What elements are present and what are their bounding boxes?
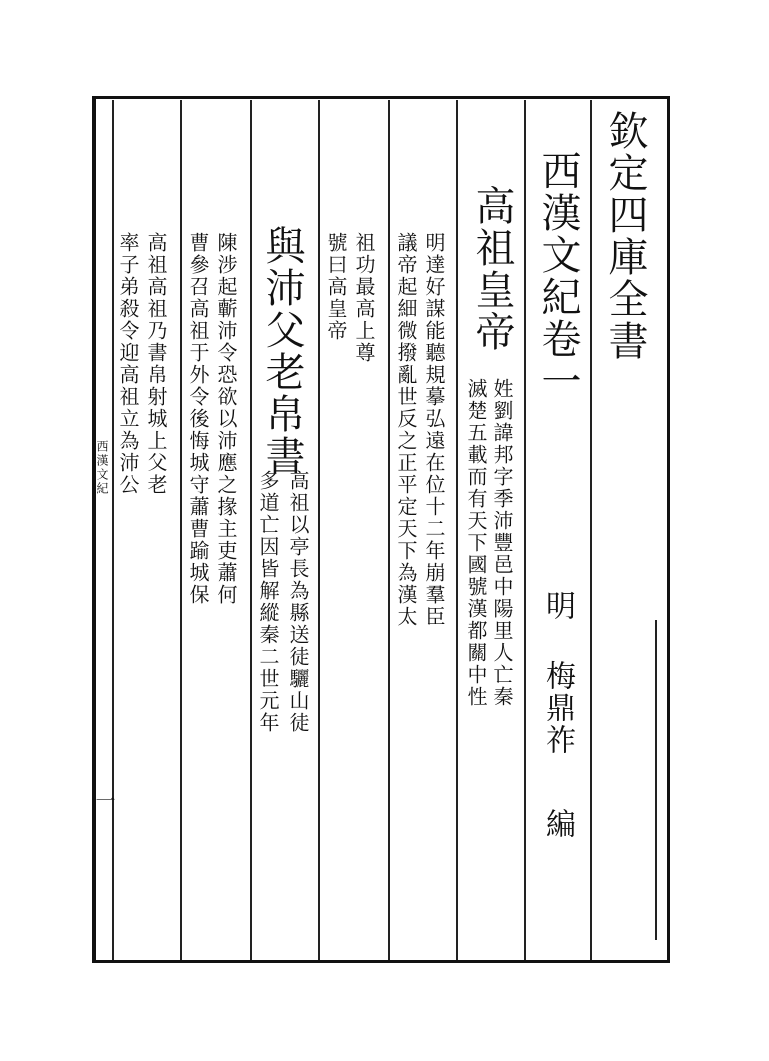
bio-line: 姓劉諱邦字季沛豐邑中陽里人亡秦 <box>490 378 514 708</box>
frame-top-border <box>92 96 670 99</box>
bio-line: 議帝起細微撥亂世反之正平定天下為漢太 <box>394 232 418 628</box>
column-rule <box>524 100 526 960</box>
note-line: 多道亡因皆解縱秦二世元年 <box>256 470 280 734</box>
book-title: 西漢文紀卷一 <box>535 150 581 402</box>
document-title: 與沛父老帛書 <box>259 225 305 477</box>
bio-line: 號曰高皇帝 <box>324 232 348 342</box>
spine-label: 西漢文紀 <box>95 440 109 496</box>
column-rule <box>388 100 390 960</box>
column-rule <box>456 100 458 960</box>
bio-line: 祖功最高上尊 <box>352 232 376 364</box>
note-line: 高祖以亭長為縣送徒驪山徒 <box>286 470 310 734</box>
author-dynasty: 明 <box>540 590 575 622</box>
column-rule <box>590 100 592 960</box>
column-rule <box>318 100 320 960</box>
body-line: 率子弟殺令迎高祖立為沛公 <box>116 232 140 496</box>
bio-line: 滅楚五載而有天下國號漢都關中性 <box>464 378 488 708</box>
column-rule <box>180 100 182 960</box>
column-rule <box>112 100 114 960</box>
body-line: 高祖高祖乃書帛射城上父老 <box>144 232 168 496</box>
column-rule <box>250 100 252 960</box>
column-rule <box>655 620 657 940</box>
collection-title: 欽定四庫全書 <box>602 110 648 362</box>
body-line: 陳涉起蘄沛令恐欲以沛應之掾主吏蕭何 <box>214 232 238 606</box>
frame-right-border <box>667 96 670 963</box>
author-role: 編 <box>540 808 575 840</box>
bio-line: 明達好謀能聽規摹弘遠在位十二年崩羣臣 <box>422 232 446 628</box>
frame-bottom-border <box>92 960 670 963</box>
frame-left-border <box>92 96 96 963</box>
author-name: 梅鼎祚 <box>540 660 575 756</box>
body-line: 曹參召高祖于外令後悔城守蕭曹踰城保 <box>186 232 210 606</box>
page-number: 一 <box>92 790 116 812</box>
emperor-heading: 高祖皇帝 <box>469 185 515 353</box>
